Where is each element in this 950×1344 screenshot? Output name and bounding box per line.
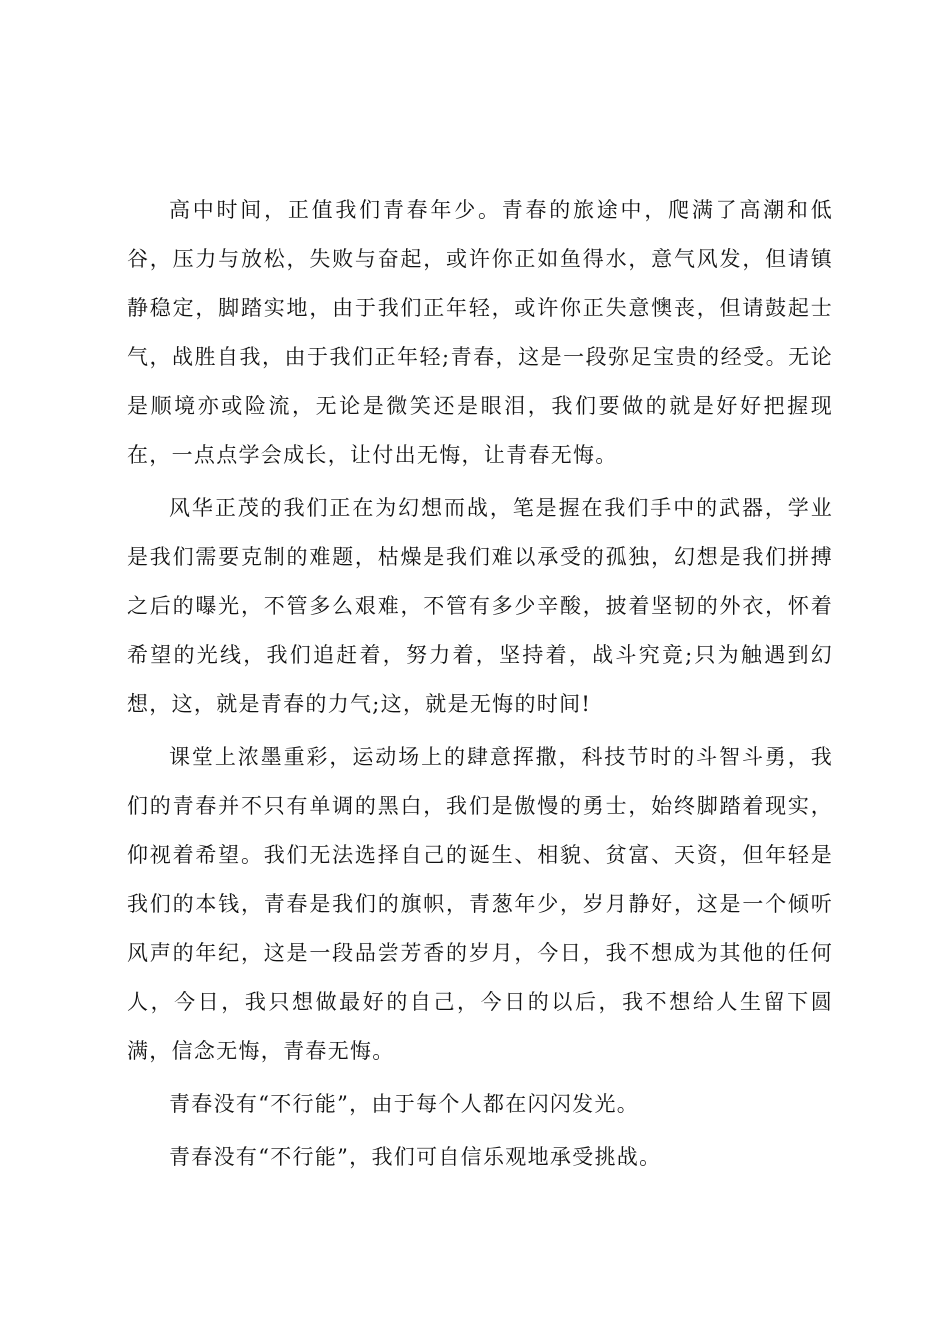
paragraph-2: 风华正茂的我们正在为幻想而战，笔是握在我们手中的武器，学业是我们需要克制的难题，枯燥是我们难以承受的孤独，幻想是我们拼搏之后的曝光，不管多么艰难，不管有多少辛酸，披着坚韧的外衣，怀着希望的光线，我们追赶着，努力着，坚持着，战斗究竟;只为触遇到幻想，这，就是青春的力气;这，就是无悔的时间!: [127, 496, 833, 716]
paragraph-5: 青春没有“不行能”，我们可自信乐观地承受挑战。: [169, 1145, 662, 1169]
paragraph-1: 高中时间，正值我们青春年少。青春的旅途中，爬满了高潮和低谷，压力与放松，失败与奋起，或许你正如鱼得水，意气风发，但请镇静稳定，脚踏实地，由于我们正年轻，或许你正失意懊丧，但请鼓起士气，战胜自我，由于我们正年轻;青春，这是一段弥足宝贵的经受。无论是顺境亦或险流，无论是微笑还是眼泪，我们要做的就是好好把握现在，一点点学会成长，让付出无悔，让青春无悔。: [127, 198, 833, 467]
paragraph-4: 青春没有“不行能”，由于每个人都在闪闪发光。: [169, 1092, 640, 1116]
paragraph-3: 课堂上浓墨重彩，运动场上的肆意挥撒，科技节时的斗智斗勇，我们的青春并不只有单调的黑白，我们是傲慢的勇士，始终脚踏着现实，仰视着希望。我们无法选择自己的诞生、相貌、贫富、天资，但年轻是我们的本钱，青春是我们的旗帜，青葱年少，岁月静好，这是一个倾听风声的年纪，这是一段品尝芳香的岁月，今日，我不想成为其他的任何人，今日，我只想做最好的自己，今日的以后，我不想给人生留下圆满，信念无悔，青春无悔。: [127, 745, 833, 1063]
document-body: [127, 186, 833, 1182]
